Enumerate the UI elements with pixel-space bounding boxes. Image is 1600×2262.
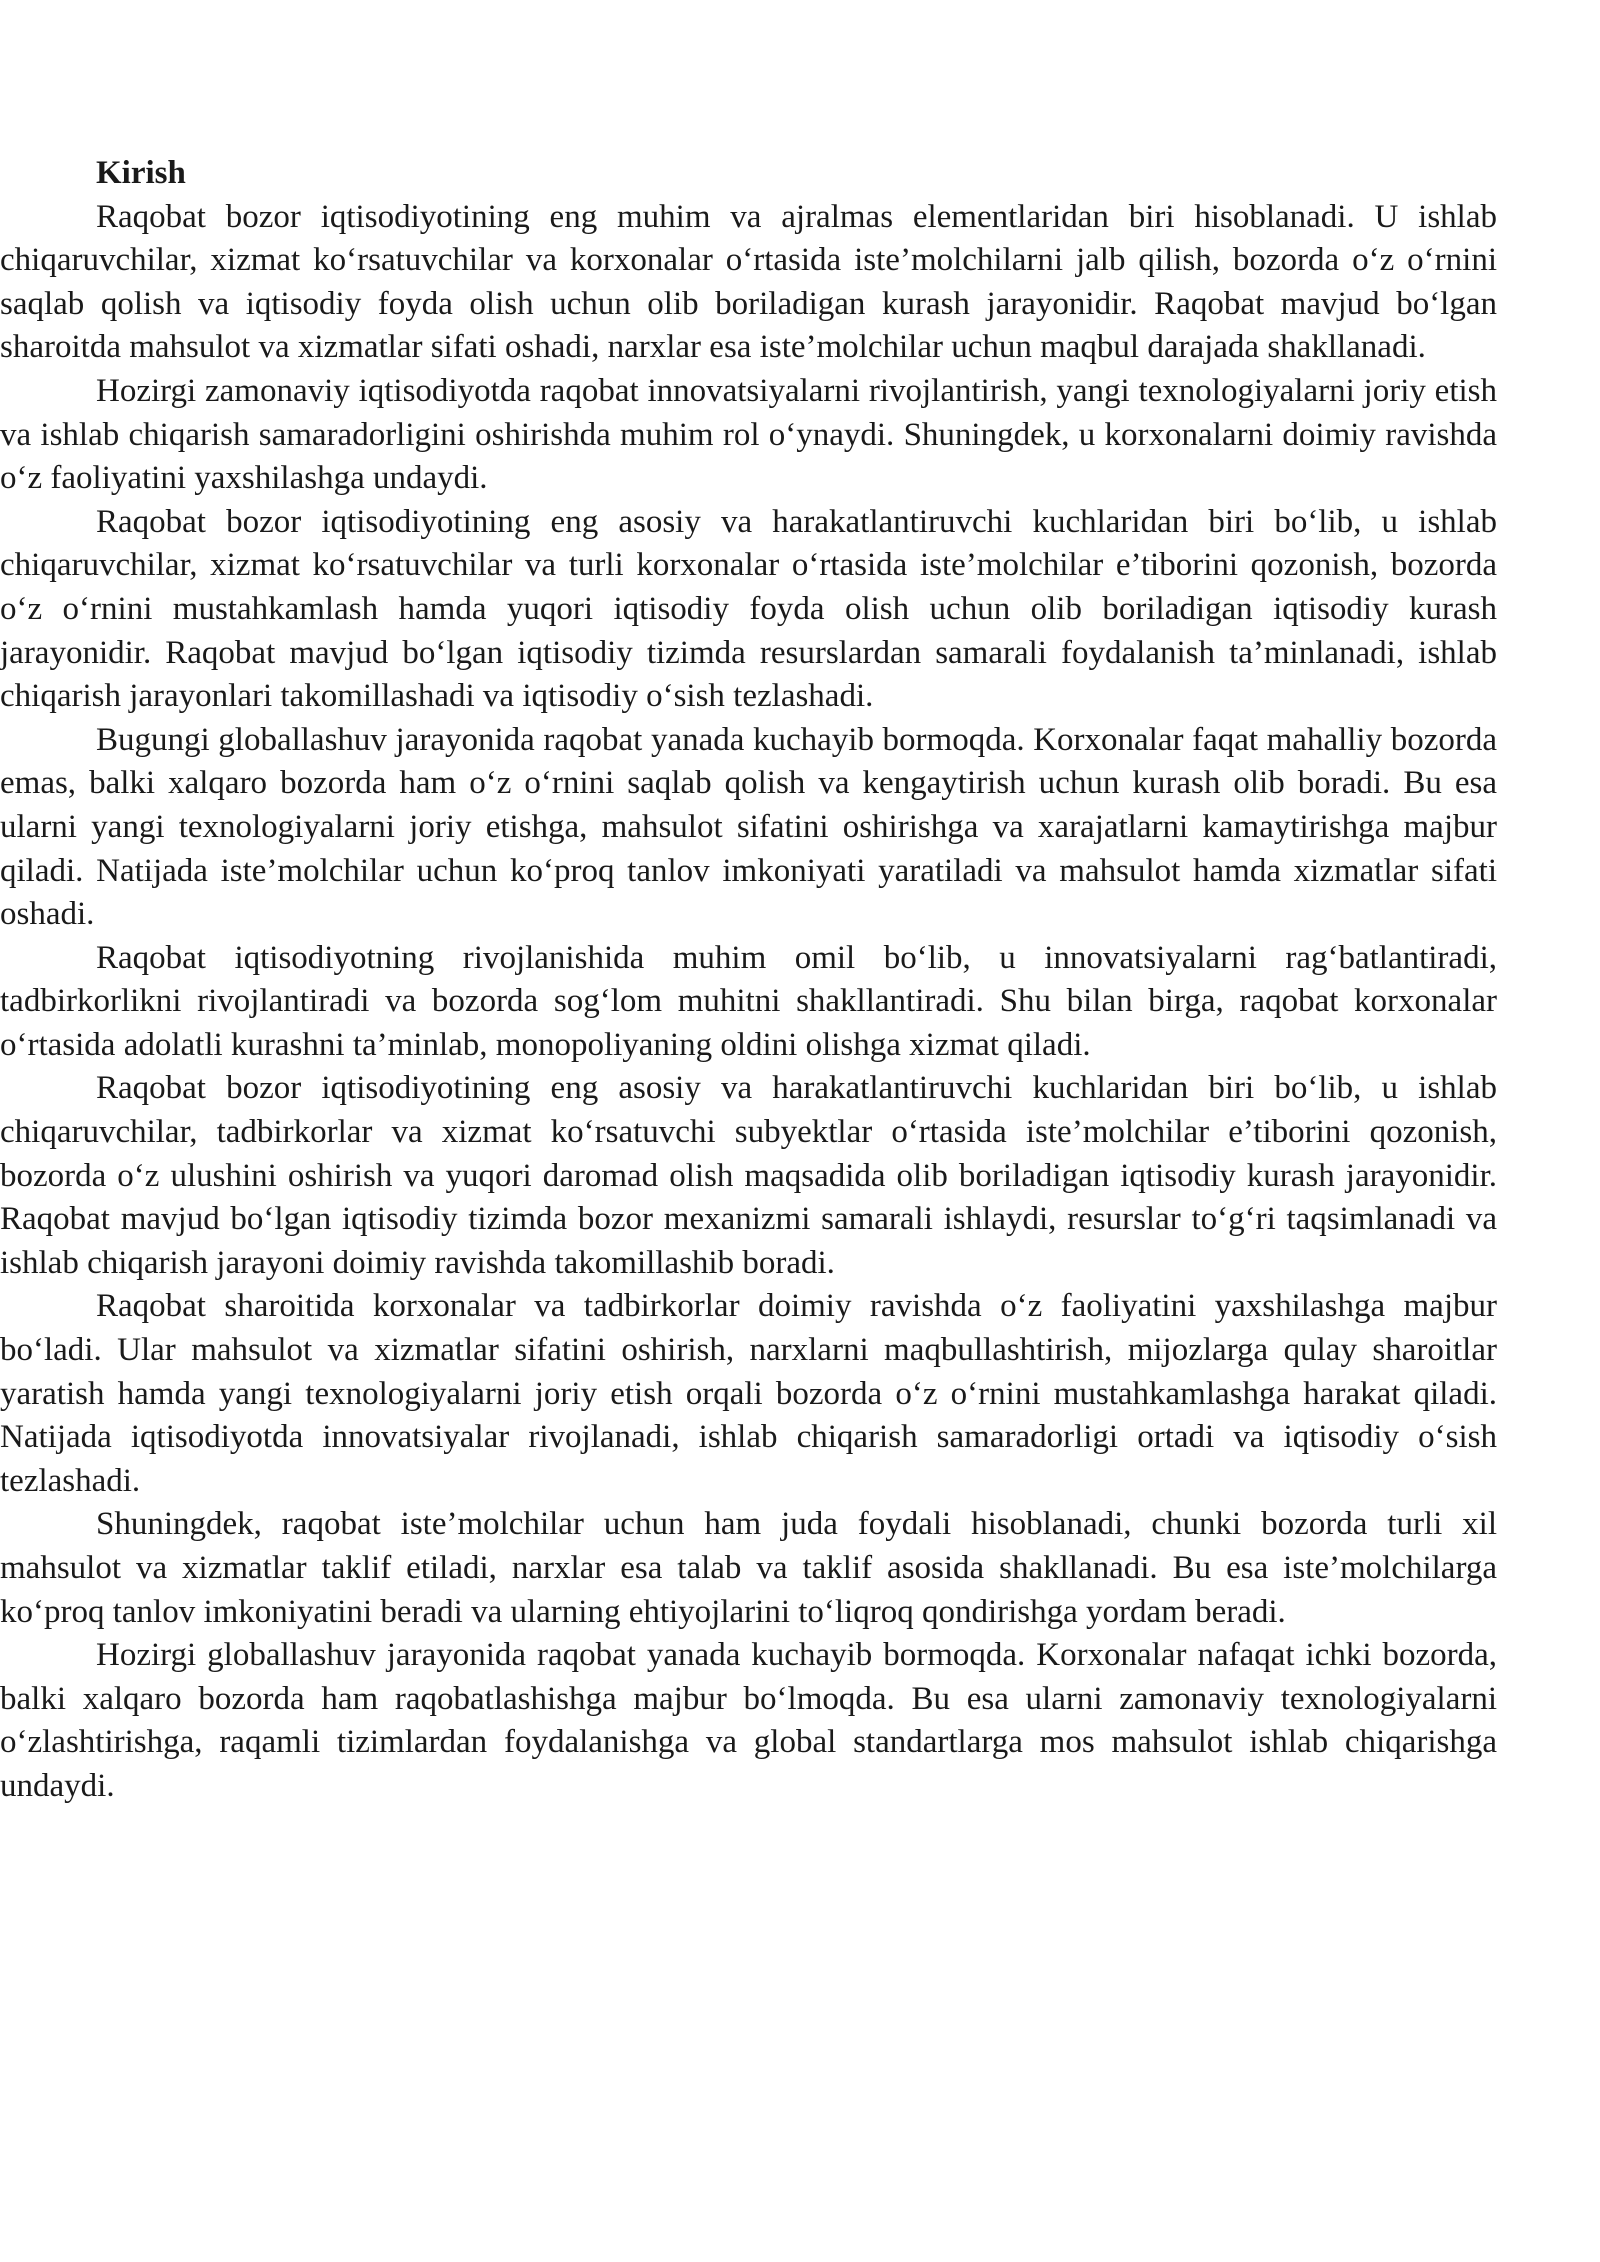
paragraph-2: Hozirgi zamonaviy iqtisodiyotda raqobat innovatsiyalarni rivojlantirish, yangi texnologiyalarni joriy etish va ishlab chiqarish samaradorligini oshirishda muhim rol o‘ynaydi. Shuningdek, u korxonalarni doimiy ravishda o‘z faoliyatini yaxshilashga undaydi. [0, 372, 1497, 497]
document-body [0, 152, 1497, 1809]
paragraph-3: Raqobat bozor iqtisodiyotining eng asosiy va harakatlantiruvchi kuchlaridan biri bo‘lib, u ishlab chiqaruvchilar, xizmat ko‘rsatuvchilar va turli korxonalar o‘rtasida iste’molchilar e’tiborini qozonish, bozorda o‘z o‘rnini mustahkamlash hamda yuqori iqtisodiy foyda olish uchun olib boriladigan iqtisodiy kurash jarayonidir. Raqobat mavjud bo‘lgan iqtisodiy tizimda resurslardan samarali foydalanish ta’minlanadi, ishlab chiqarish jarayonlari takomillashadi va iqtisodiy o‘sish tezlashadi. [0, 503, 1497, 715]
paragraph-7: Raqobat sharoitida korxonalar va tadbirkorlar doimiy ravishda o‘z faoliyatini yaxshilashga majbur bo‘ladi. Ular mahsulot va xizmatlar sifatini oshirish, narxlarni maqbullashtirish, mijozlarga qulay sharoitlar yaratish hamda yangi texnologiyalarni joriy etish orqali bozorda o‘z o‘rnini mustahkamlashga harakat qiladi. Natijada iqtisodiyotda innovatsiyalar rivojlanadi, ishlab chiqarish samaradorligi ortadi va iqtisodiy o‘sish tezlashadi. [0, 1288, 1497, 1499]
paragraph-9: Hozirgi globallashuv jarayonida raqobat yanada kuchayib bormoqda. Korxonalar nafaqat ichki bozorda, balki xalqaro bozorda ham raqobatlashishga majbur bo‘lmoqda. Bu esa ularni zamonaviy texnologiyalarni o‘zlashtirishga, raqamli tizimlardan foydalanishga va global standartlarga mos mahsulot ishlab chiqarishga undaydi. [0, 1637, 1497, 1804]
paragraph-8: Shuningdek, raqobat iste’molchilar uchun ham juda foydali hisoblanadi, chunki bozorda turli xil mahsulot va xizmatlar taklif etiladi, narxlar esa talab va taklif asosida shakllanadi. Bu esa iste’molchilarga ko‘proq tanlov imkoniyatini beradi va ularning ehtiyojlarini to‘liqroq qondirishga yordam beradi. [0, 1506, 1497, 1630]
paragraph-5: Raqobat iqtisodiyotning rivojlanishida muhim omil bo‘lib, u innovatsiyalarni rag‘batlantiradi, tadbirkorlikni rivojlantiradi va bozorda sog‘lom muhitni shakllantiradi. Shu bilan birga, raqobat korxonalar o‘rtasida adolatli kurashni ta’minlab, monopoliyaning oldini olishga xizmat qiladi. [0, 939, 1497, 1063]
paragraph-4: Bugungi globallashuv jarayonida raqobat yanada kuchayib bormoqda. Korxonalar faqat mahalliy bozorda emas, balki xalqaro bozorda ham o‘z o‘rnini saqlab qolish va kengaytirish uchun kurash olib boradi. Bu esa ularni yangi texnologiyalarni joriy etishga, mahsulot sifatini oshirishga va xarajatlarni kamaytirishga majbur qiladi. Natijada iste’molchilar uchun ko‘proq tanlov imkoniyati yaratiladi va mahsulot hamda xizmatlar sifati oshadi. [0, 721, 1497, 933]
paragraph-6: Raqobat bozor iqtisodiyotining eng asosiy va harakatlantiruvchi kuchlaridan biri bo‘lib, u ishlab chiqaruvchilar, tadbirkorlar va xizmat ko‘rsatuvchi subyektlar o‘rtasida iste’molchilar e’tiborini qozonish, bozorda o‘z ulushini oshirish va yuqori daromad olish maqsadida olib boriladigan iqtisodiy kurash jarayonidir. Raqobat mavjud bo‘lgan iqtisodiy tizimda bozor mexanizmi samarali ishlaydi, resurslar to‘g‘ri taqsimlanadi va ishlab chiqarish jarayoni doimiy ravishda takomillashib boradi. [0, 1070, 1497, 1281]
paragraph-1: Raqobat bozor iqtisodiyotining eng muhim va ajralmas elementlaridan biri hisoblanadi. U ishlab chiqaruvchilar, xizmat ko‘rsatuvchilar va korxonalar o‘rtasida iste’molchilarni jalb qilish, bozorda o‘z o‘rnini saqlab qolish va iqtisodiy foyda olish uchun olib boriladigan kurash jarayonidir. Raqobat mavjud bo‘lgan sharoitda mahsulot va xizmatlar sifati oshadi, narxlar esa iste’molchilar uchun maqbul darajada shakllanadi. [0, 198, 1497, 366]
section-heading: Kirish [96, 155, 186, 191]
